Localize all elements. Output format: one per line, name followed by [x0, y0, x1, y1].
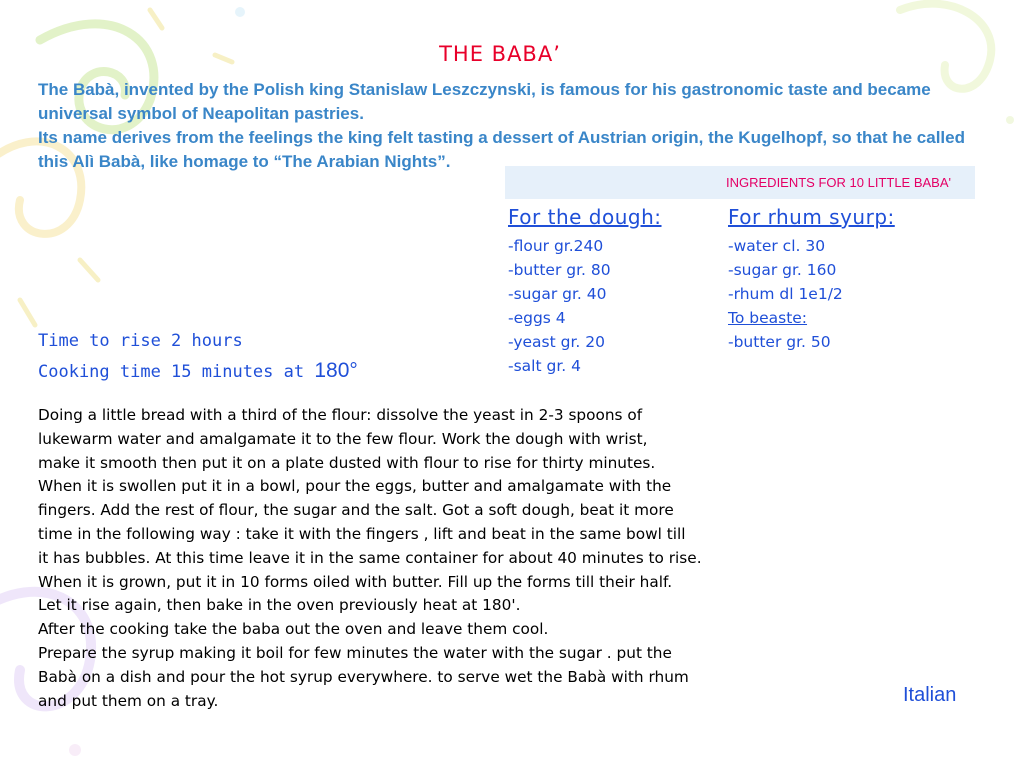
procedure-line: and put them on a tray.	[38, 691, 219, 710]
procedure-line: it has bubbles. At this time leave it in the same container for about 40 minutes to rise.	[38, 548, 702, 567]
ingredient-item: -water cl. 30	[728, 237, 826, 255]
procedure-line: After the cooking take the baba out the oven and leave them cool.	[38, 620, 549, 639]
syrup-heading: For rhum syurp:	[728, 205, 895, 229]
procedure-line: When it is swollen put it in a bowl, pour the eggs, butter and amalgamate with the	[38, 477, 672, 496]
ray-decoration	[20, 300, 35, 325]
ingredient-item: -sugar gr. 160	[728, 261, 837, 279]
cooking-temperature: 180°	[314, 359, 358, 382]
procedure-line: Babà on a dish and pour the hot syrup everywhere. to serve wet the Babà with rhum	[38, 667, 689, 686]
timing-info	[38, 327, 358, 387]
procedure-text	[38, 404, 868, 713]
rise-time: Time to rise 2 hours	[38, 331, 243, 351]
intro-text	[38, 78, 998, 174]
intro-paragraph: Its name derives from the feelings the king felt tasting a dessert of Austrian origin, the Kugelhopf, so that he called this Alì Babà, like homage to “The Arabian Nights”.	[38, 128, 965, 171]
procedure-line: lukewarm water and amalgamate it to the few flour. Work the dough with wrist,	[38, 429, 648, 448]
ingredient-item: -yeast gr. 20	[508, 333, 605, 351]
ingredient-item: -butter gr. 80	[508, 261, 611, 279]
intro-paragraph: The Babà, invented by the Polish king Stanislaw Leszczynski, is famous for his gastronomic taste and became universal symbol of Neapolitan pastries.	[38, 80, 931, 123]
ingredient-item: -butter gr. 50	[728, 333, 831, 351]
cooking-time	[38, 356, 358, 387]
procedure-line: Let it rise again, then bake in the oven previously heat at 180'.	[38, 596, 521, 615]
procedure-line: When it is grown, put it in 10 forms oiled with butter. Fill up the forms till their half.	[38, 572, 673, 591]
ray-decoration	[80, 260, 98, 280]
ingredient-item: -sugar gr. 40	[508, 285, 607, 303]
dot-decoration	[69, 744, 81, 756]
ingredient-item: -eggs 4	[508, 309, 566, 327]
procedure-line: time in the following way : take it with the fingers , lift and beat in the same bowl till	[38, 524, 686, 543]
dot-decoration	[1006, 116, 1014, 124]
ingredient-subheading: To beaste:	[728, 309, 808, 327]
syrup-ingredients	[728, 205, 958, 354]
language-label: Italian	[903, 684, 957, 706]
procedure-line: Doing a little bread with a third of the flour: dissolve the yeast in 2-3 spoons of	[38, 406, 643, 424]
ray-decoration	[150, 10, 162, 28]
ingredient-item: -rhum dl 1e1/2	[728, 285, 843, 303]
ingredients-header: INGREDIENTS FOR 10 LITTLE BABA'	[726, 175, 951, 190]
dough-ingredients	[508, 205, 718, 378]
procedure-line: Prepare the syrup making it boil for few minutes the water with the sugar . put the	[38, 643, 672, 662]
ingredient-item: -salt gr. 4	[508, 357, 581, 375]
procedure-line: make it smooth then put it on a plate dusted with flour to rise for thirty minutes.	[38, 453, 656, 472]
dough-heading: For the dough:	[508, 205, 662, 229]
slide-title: THE BABA’	[439, 42, 561, 66]
cooking-time-label: Cooking time 15 minutes at	[38, 362, 315, 382]
dot-decoration	[235, 7, 245, 17]
ingredient-item: -flour gr.240	[508, 237, 604, 255]
procedure-line: fingers. Add the rest of flour, the sugar and the salt. Got a soft dough, beat it more	[38, 501, 674, 520]
